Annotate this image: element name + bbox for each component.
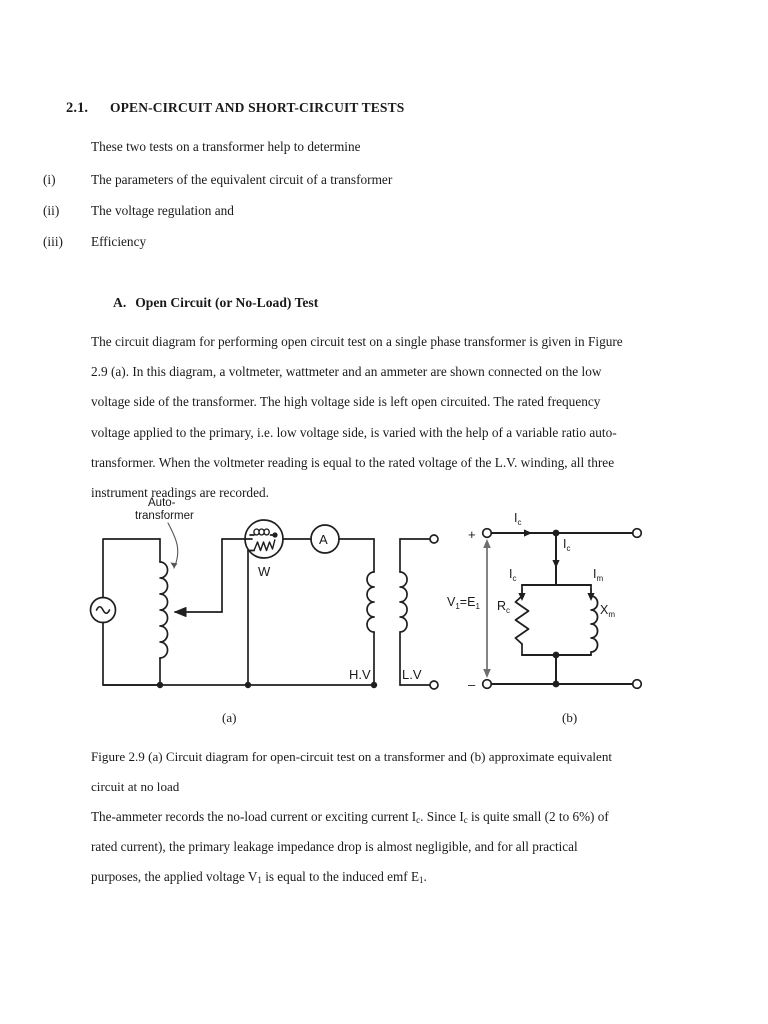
resistor-rc-icon <box>516 596 529 644</box>
resistor-rc-label: $R_c$ <box>497 599 511 615</box>
subscript: c <box>416 814 421 825</box>
subsection-heading <box>113 295 318 311</box>
autotransformer-leader <box>168 523 178 568</box>
list-item <box>43 234 703 265</box>
autotransformer-label-line1: Auto- <box>148 497 176 509</box>
voltage-arrow <box>483 539 491 678</box>
figure-2-9 <box>0 492 768 707</box>
voltage-v1e1-label: $V_1=E_1$ <box>447 595 480 611</box>
list-item-label: The parameters of the equivalent circuit of a transformer <box>91 172 393 187</box>
text-fragment: The-ammeter records the no-load current or exciting current I <box>91 809 417 824</box>
paragraph-line: transformer. When the voltmeter reading is equal to the rated voltage of the L.V. winding, all three <box>91 454 615 470</box>
reactance-xm-label: $X_m$ <box>600 603 616 619</box>
current-ic-arrow-top <box>516 529 532 536</box>
text-fragment: is equal to the induced emf E <box>261 868 419 884</box>
text-fragment: purposes, the applied voltage V <box>91 868 258 884</box>
paragraph-line <box>91 802 679 832</box>
terminal-plus-label: + <box>468 527 476 542</box>
figure-sublabel-a: (a) <box>222 710 237 725</box>
autotransformer-coil <box>160 562 168 658</box>
paragraph-open-circuit-test <box>91 327 679 508</box>
terminal-minus-label: – <box>468 677 476 692</box>
ammeter-label: A <box>319 532 328 547</box>
subscript: c <box>463 814 468 825</box>
circuit-diagram-a <box>91 520 439 689</box>
intro-line: These two tests on a transformer help to determine <box>91 139 361 154</box>
section-number: 2.1. <box>66 100 89 116</box>
list-item-label: Efficiency <box>91 234 147 249</box>
subscript: 1 <box>419 874 424 885</box>
caption-line: circuit at no load <box>91 778 180 794</box>
current-ic-arrow-vertical <box>552 556 559 568</box>
text-fragment: is quite small (2 to 6%) of <box>467 809 609 824</box>
paragraph-line: rated current), the primary leakage impedance drop is almost negligible, and for all practical <box>91 838 578 854</box>
paragraph-line: voltage applied to the primary, i.e. low voltage side, is varied with the help of a variable ratio auto- <box>91 424 617 440</box>
autotransformer-wiper <box>175 608 222 617</box>
paragraph-line: instrument readings are recorded. <box>91 485 269 501</box>
list-item-marker: (iii) <box>43 234 63 249</box>
roman-numeral-list <box>43 172 703 265</box>
figure-caption <box>91 742 681 801</box>
paragraph-line: 2.9 (a). In this diagram, a voltmeter, wattmeter and an ammeter are shown connected on the low <box>91 364 602 380</box>
list-item-marker: (ii) <box>43 203 60 218</box>
lv-label: L.V <box>402 667 422 682</box>
section-title: OPEN-CIRCUIT AND SHORT-CIRCUIT TESTS <box>110 100 405 115</box>
list-item <box>43 172 703 203</box>
section-heading <box>66 100 404 117</box>
caption-line: Figure 2.9 (a) Circuit diagram for open-circuit test on a transformer and (b) approximate equivalent <box>91 749 613 764</box>
figure-svg <box>0 492 768 707</box>
autotransformer-label-line2: transformer <box>135 510 194 522</box>
subsection-title: Open Circuit (or No-Load) Test <box>135 295 319 310</box>
paragraph-line: voltage side of the transformer. The high voltage side is left open circuited. The rated frequency <box>91 394 601 410</box>
paragraph-ammeter-reading <box>91 802 679 891</box>
paragraph-line: The circuit diagram for performing open circuit test on a single phase transformer is given in Figure <box>91 334 623 349</box>
current-im-branch-arrow <box>587 589 594 601</box>
lv-winding-coil <box>400 572 407 632</box>
text-fragment: . Since I <box>420 809 464 824</box>
inductor-xm-icon <box>591 596 598 652</box>
current-im-branch-label: $I_m$ <box>593 567 604 583</box>
text-fragment: . <box>423 868 427 884</box>
current-ic-branch-label: $I_c$ <box>509 567 517 583</box>
ac-source-icon <box>91 598 116 623</box>
hv-label: H.V <box>349 667 371 682</box>
current-ic-top-label: $I_c$ <box>514 511 522 527</box>
paragraph-line <box>91 862 679 892</box>
list-item-label: The voltage regulation and <box>91 203 234 218</box>
hv-winding-coil <box>367 572 374 632</box>
figure-sublabel-b: (b) <box>562 710 578 725</box>
subsection-letter: A. <box>113 295 127 310</box>
current-ic-vertical-label: $I_c$ <box>563 537 571 553</box>
subscript: 1 <box>257 874 262 885</box>
wattmeter-label: W <box>258 564 271 579</box>
list-item <box>43 203 703 234</box>
list-item-marker: (i) <box>43 172 56 187</box>
